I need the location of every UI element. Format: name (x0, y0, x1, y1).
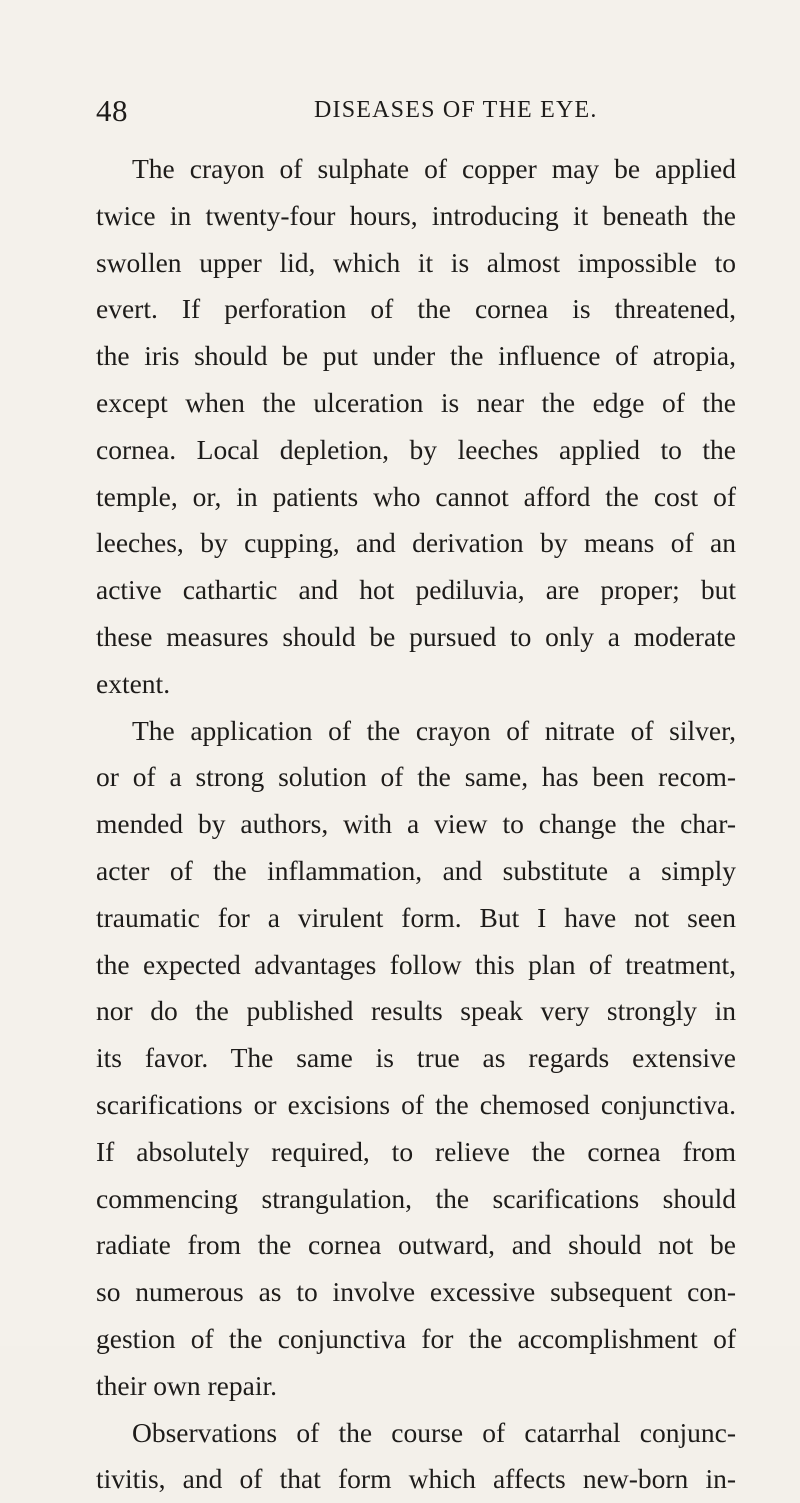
text-line: active cathartic and hot pediluvia, are proper; but (96, 574, 736, 606)
text-line: gestion of the conjunctiva for the accomplishment of (96, 1322, 736, 1354)
text-line: The crayon of sulphate of copper may be applied (132, 153, 736, 184)
body-text (96, 146, 736, 1503)
text-line: leeches, by cupping, and derivation by means of an (96, 527, 736, 559)
text-line: nor do the published results speak very strongly in (96, 995, 736, 1027)
text-line: extent. (96, 667, 171, 699)
text-line: The application of the crayon of nitrate of silver, (132, 714, 736, 746)
text-line: commencing strangulation, the scarifications should (96, 1182, 736, 1214)
text-line: these measures should be pursued to only a moderate (96, 620, 736, 652)
text-line: If absolutely required, to relieve the cornea from (96, 1135, 736, 1167)
text-line: Observations of the course of catarrhal conjunc- (132, 1416, 736, 1448)
text-line: the iris should be put under the influence of atropia, (96, 340, 736, 372)
text-line: or of a strong solution of the same, has been recom- (96, 761, 736, 793)
text-line: mended by authors, with a view to change the char- (96, 808, 736, 840)
text-line: the expected advantages follow this plan of treatment, (96, 948, 736, 980)
text-line: swollen upper lid, which it is almost impossible to (96, 246, 736, 278)
text-line: twice in twenty-four hours, introducing it beneath the (96, 199, 736, 231)
running-title: DISEASES OF THE EYE. (314, 97, 598, 123)
page-number: 48 (96, 93, 128, 128)
text-line: their own repair. (96, 1369, 277, 1401)
running-head (96, 93, 736, 129)
text-line: tivitis, and of that form which affects new-born in- (96, 1463, 736, 1495)
text-line: scarifications or excisions of the chemosed conjunctiva. (96, 1088, 736, 1120)
text-line: temple, or, in patients who cannot afford the cost of (96, 480, 736, 512)
text-line: evert. If perforation of the cornea is threatened, (96, 293, 736, 325)
text-line: so numerous as to involve excessive subsequent con- (96, 1276, 736, 1308)
text-line: acter of the inflammation, and substitute a simply (96, 854, 736, 886)
text-line: cornea. Local depletion, by leeches applied to the (96, 433, 736, 465)
text-line: traumatic for a virulent form. But I have not seen (96, 901, 736, 933)
text-line: radiate from the cornea outward, and should not be (96, 1229, 736, 1261)
text-line: its favor. The same is true as regards extensive (96, 1042, 736, 1074)
text-line: except when the ulceration is near the edge of the (96, 386, 736, 418)
